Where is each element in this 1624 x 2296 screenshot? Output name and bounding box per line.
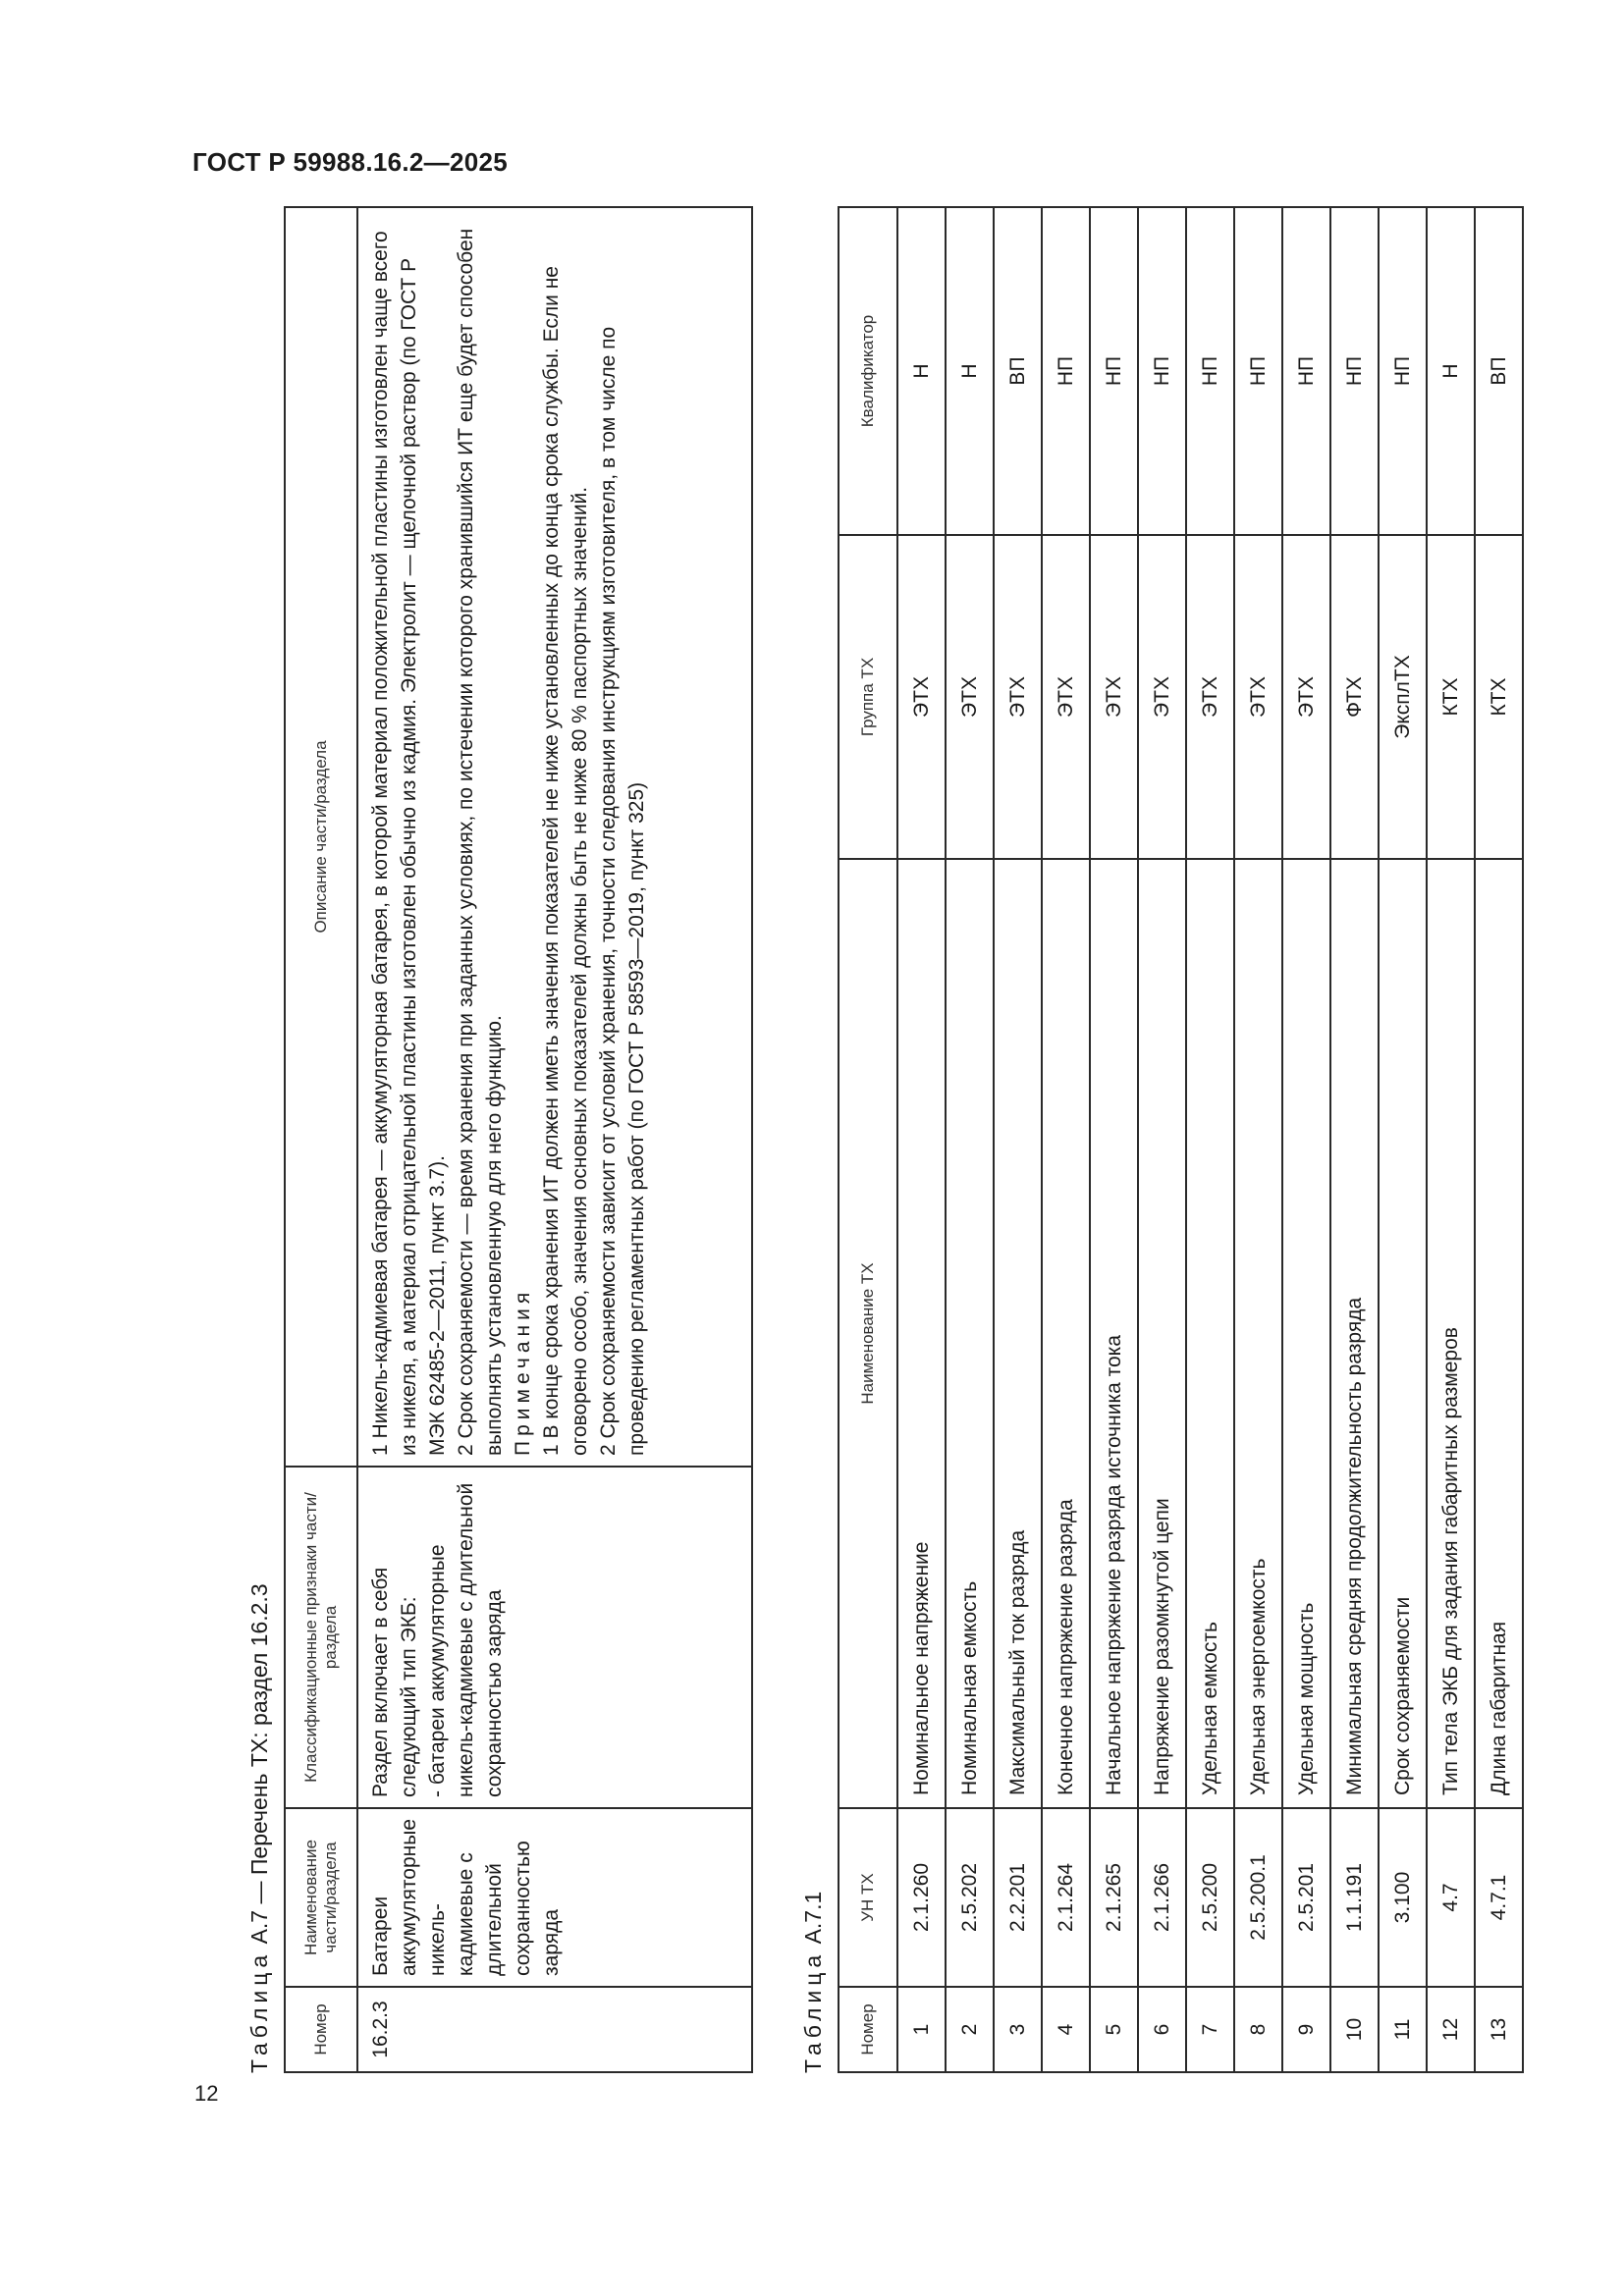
row-number: 13 <box>1475 1987 1523 2072</box>
row-group: ЭТХ <box>1282 535 1330 859</box>
row-code: 2.2.201 <box>994 1808 1042 1987</box>
row-code: 4.7.1 <box>1475 1808 1523 1987</box>
table-row <box>1090 207 1138 2072</box>
row-name: Номинальное напряжение <box>897 859 946 1808</box>
table-row <box>897 207 946 2072</box>
caption-text: А.7.1 <box>800 1891 826 1945</box>
table-a7-caption <box>246 1583 273 2073</box>
rotated-content <box>239 208 1554 2073</box>
row-name: Срок сохраняемости <box>1379 859 1427 1808</box>
row-group: КТХ <box>1475 535 1523 859</box>
table-row <box>1379 207 1427 2072</box>
row-qualifier: НП <box>1090 207 1138 535</box>
header-name: Наименование ТХ <box>839 859 897 1808</box>
row-name: Минимальная средняя продолжительность разряда <box>1330 859 1379 1808</box>
row-group: ЭТХ <box>1090 535 1138 859</box>
row-group: ЭТХ <box>946 535 994 859</box>
description-paragraph: 2 Срок сохраняемости — время хранения при заданных условиях, по истечении которого хранившийся ИТ еще будет способен выполнять установленную для него функцию. <box>455 228 506 1456</box>
row-qualifier: ВП <box>994 207 1042 535</box>
table-row <box>946 207 994 2072</box>
table-a7 <box>284 206 753 2073</box>
row-group: ЭТХ <box>1138 535 1186 859</box>
row-group: КТХ <box>1427 535 1475 859</box>
row-name: Удельная энергоемкость <box>1234 859 1282 1808</box>
row-qualifier: ВП <box>1475 207 1523 535</box>
classification-line: Раздел включает в себя следующий тип ЭКБ: <box>369 1567 420 1797</box>
row-number: 7 <box>1186 1987 1234 2072</box>
row-name: Удельная мощность <box>1282 859 1330 1808</box>
row-qualifier: Н <box>897 207 946 535</box>
row-description <box>357 207 752 1467</box>
table-a7-header-row <box>285 207 357 2072</box>
row-name: Конечное напряжение разряда <box>1042 859 1090 1808</box>
caption-prefix: Таблица <box>246 1949 272 2073</box>
row-group: ЭксплТХ <box>1379 535 1427 859</box>
row-code: 2.1.260 <box>897 1808 946 1987</box>
note-paragraph: 2 Срок сохраняемости зависит от условий хранения, точности следования инструкциям изготовителя, в том числе по проведению регламентных работ (по ГОСТ Р 58593—2019, пункт 325) <box>597 326 648 1456</box>
header-number: Номер <box>839 1987 897 2072</box>
header-qualifier: Квалификатор <box>839 207 897 535</box>
document-header: ГОСТ Р 59988.16.2—2025 <box>192 147 508 177</box>
page-number: 12 <box>194 2081 219 2106</box>
row-part-name: Батареи аккумуляторные никель-кадмиевые с длительной сохранностью заряда <box>357 1808 752 1987</box>
row-code: 2.1.264 <box>1042 1808 1090 1987</box>
row-name: Начальное напряжение разряда источника тока <box>1090 859 1138 1808</box>
header-classification: Классификационные признаки части/раздела <box>285 1467 357 1808</box>
table-row <box>357 207 752 2072</box>
row-code: 2.5.200 <box>1186 1808 1234 1987</box>
row-qualifier: НП <box>1282 207 1330 535</box>
row-name: Удельная емкость <box>1186 859 1234 1808</box>
row-code: 2.5.201 <box>1282 1808 1330 1987</box>
table-row <box>1330 207 1379 2072</box>
row-name: Максимальный ток разряда <box>994 859 1042 1808</box>
row-qualifier: Н <box>946 207 994 535</box>
table-a71 <box>838 206 1524 2073</box>
row-qualifier: НП <box>1138 207 1186 535</box>
row-code: 3.100 <box>1379 1808 1427 1987</box>
header-code: УН ТХ <box>839 1808 897 1987</box>
notes-title: Примечания <box>512 1287 534 1456</box>
row-name: Тип тела ЭКБ для задания габаритных размеров <box>1427 859 1475 1808</box>
header-number: Номер <box>285 1987 357 2072</box>
row-number: 12 <box>1427 1987 1475 2072</box>
row-number: 10 <box>1330 1987 1379 2072</box>
row-number: 3 <box>994 1987 1042 2072</box>
row-qualifier: НП <box>1042 207 1090 535</box>
row-code: 2.1.266 <box>1138 1808 1186 1987</box>
row-number: 1 <box>897 1987 946 2072</box>
table-a71-body <box>897 207 1523 2072</box>
row-group: ЭТХ <box>1234 535 1282 859</box>
caption-text: А.7 — Перечень ТХ: раздел 16.2.3 <box>246 1583 272 1945</box>
row-classification <box>357 1467 752 1808</box>
table-row <box>1186 207 1234 2072</box>
row-code: 2.5.202 <box>946 1808 994 1987</box>
table-a71-caption <box>800 1892 827 2073</box>
row-number: 8 <box>1234 1987 1282 2072</box>
row-name: Напряжение разомкнутой цепи <box>1138 859 1186 1808</box>
row-qualifier: НП <box>1186 207 1234 535</box>
table-row <box>1138 207 1186 2072</box>
row-code: 1.1.191 <box>1330 1808 1379 1987</box>
caption-prefix: Таблица <box>800 1949 826 2073</box>
table-row <box>1282 207 1330 2072</box>
row-qualifier: Н <box>1427 207 1475 535</box>
note-paragraph: 1 В конце срока хранения ИТ должен иметь значения показателей не ниже установленных до конца срока службы. Если не оговорено особо, значения основных показателей должны быть не ниже 80 % паспортных значений. <box>540 266 591 1456</box>
row-code: 4.7 <box>1427 1808 1475 1987</box>
table-row <box>994 207 1042 2072</box>
row-number: 2 <box>946 1987 994 2072</box>
row-qualifier: НП <box>1379 207 1427 535</box>
table-row <box>1042 207 1090 2072</box>
row-group: ЭТХ <box>897 535 946 859</box>
row-group: ФТХ <box>1330 535 1379 859</box>
table-row <box>1427 207 1475 2072</box>
row-group: ЭТХ <box>1186 535 1234 859</box>
header-description: Описание части/раздела <box>285 207 357 1467</box>
row-name: Номинальная емкость <box>946 859 994 1808</box>
row-number: 5 <box>1090 1987 1138 2072</box>
row-code: 2.5.200.1 <box>1234 1808 1282 1987</box>
classification-line: - батареи аккумуляторные никель-кадмиевые с длительной сохранностью заряда <box>426 1482 506 1797</box>
header-part-name: Наименование части/раздела <box>285 1808 357 1987</box>
row-qualifier: НП <box>1330 207 1379 535</box>
table-row <box>1475 207 1523 2072</box>
header-group: Группа ТХ <box>839 535 897 859</box>
description-paragraph: 1 Никель-кадмиевая батарея — аккумуляторная батарея, в которой материал положительной пластины изготовлен чаще всего из никеля, а материал отрицательной пластины изготовлен обычно из кадмия. Электролит — щелочной раствор (по ГОСТ Р МЭК 62485-2—2011, пункт 3.7). <box>369 231 449 1456</box>
row-group: ЭТХ <box>994 535 1042 859</box>
row-number: 6 <box>1138 1987 1186 2072</box>
row-qualifier: НП <box>1234 207 1282 535</box>
table-a71-header-row <box>839 207 897 2072</box>
row-number: 9 <box>1282 1987 1330 2072</box>
row-group: ЭТХ <box>1042 535 1090 859</box>
row-code: 2.1.265 <box>1090 1808 1138 1987</box>
row-number: 4 <box>1042 1987 1090 2072</box>
table-row <box>1234 207 1282 2072</box>
row-number: 11 <box>1379 1987 1427 2072</box>
row-number: 16.2.3 <box>357 1987 752 2072</box>
row-name: Длина габаритная <box>1475 859 1523 1808</box>
